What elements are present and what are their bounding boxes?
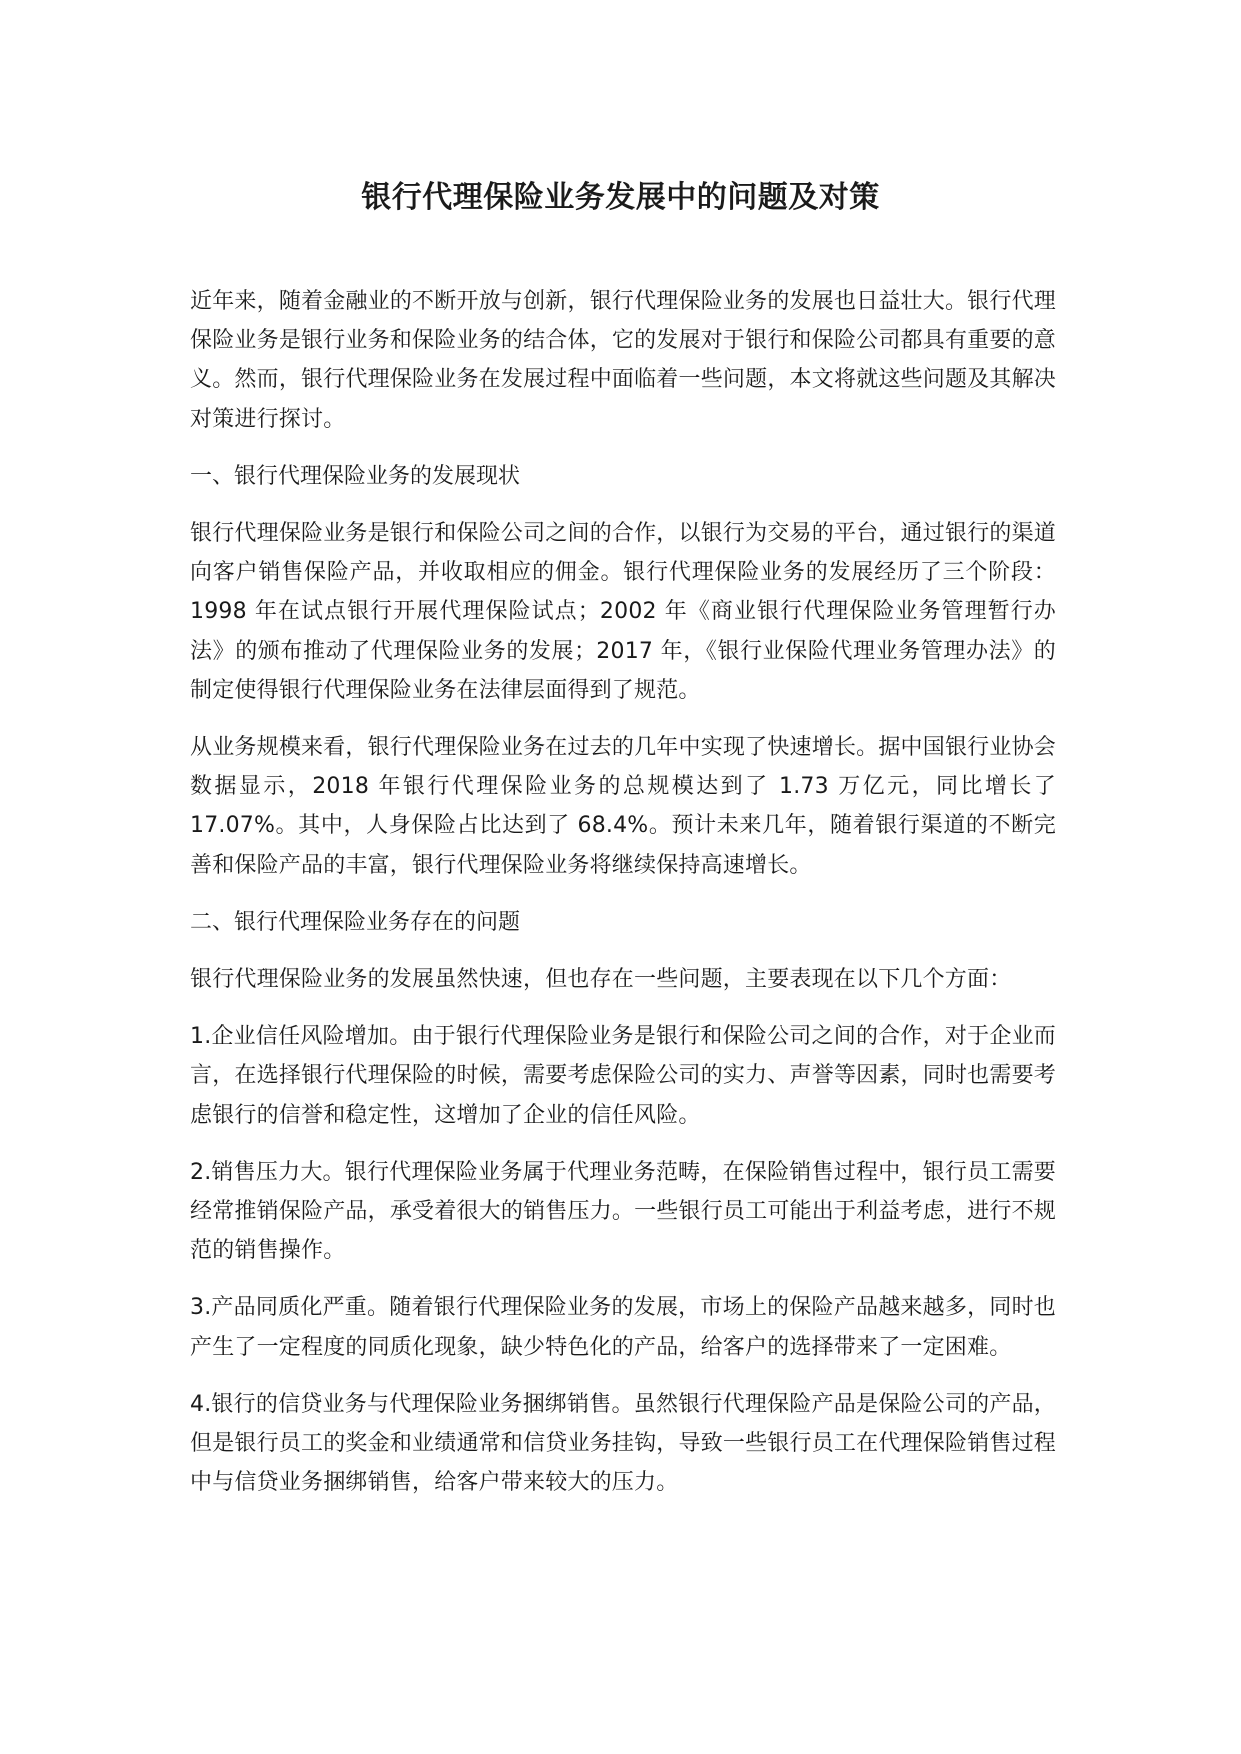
section-heading-status: 一、银行代理保险业务的发展现状: [190, 463, 521, 489]
paragraph-status-overview: 银行代理保险业务是银行和保险公司之间的合作，以银行为交易的平台，通过银行的渠道向客户销售保险产品，并收取相应的佣金。银行代理保险业务的发展经历了三个阶段：1998 年在试点银行开展代理保险试点；2002 年《商业银行代理保险业务管理暂行办法》的颁布推动了代理保险业务的发展；2017 年，《银行业保险代理业务管理办法》的制定使得银行代理保险业务在法律层面得到了规范。: [190, 521, 1056, 703]
paragraph-intro: 近年来，随着金融业的不断开放与创新，银行代理保险业务的发展也日益壮大。银行代理保险业务是银行业务和保险业务的结合体，它的发展对于银行和保险公司都具有重要的意义。然而，银行代理保险业务在发展过程中面临着一些问题，本文将就这些问题及其解决对策进行探讨。: [190, 289, 1056, 432]
document-title: 银行代理保险业务发展中的问题及对策: [361, 180, 880, 215]
paragraph-problem-1: 1.企业信任风险增加。由于银行代理保险业务是银行和保险公司之间的合作，对于企业而言，在选择银行代理保险的时候，需要考虑保险公司的实力、声誉等因素，同时也需要考虑银行的信誉和稳定性，这增加了企业的信任风险。: [190, 1024, 1056, 1128]
section-heading-problems: 二、银行代理保险业务存在的问题: [190, 909, 521, 935]
paragraph-problems-intro: 银行代理保险业务的发展虽然快速，但也存在一些问题，主要表现在以下几个方面：: [190, 967, 1012, 993]
paragraph-business-scale: 从业务规模来看，银行代理保险业务在过去的几年中实现了快速增长。据中国银行业协会数据显示，2018 年银行代理保险业务的总规模达到了 1.73 万亿元，同比增长了 17.07%。其中，人身保险占比达到了 68.4%。预计未来几年，随着银行渠道的不断完善和保险产品的丰富，银行代理保险业务将继续保持高速增长。: [190, 735, 1056, 878]
document-body: [190, 282, 1056, 1520]
paragraph-problem-3: 3.产品同质化严重。随着银行代理保险业务的发展，市场上的保险产品越来越多，同时也产生了一定程度的同质化现象，缺少特色化的产品，给客户的选择带来了一定困难。: [190, 1295, 1056, 1360]
paragraph-problem-2: 2.销售压力大。银行代理保险业务属于代理业务范畴，在保险销售过程中，银行员工需要经常推销保险产品，承受着很大的销售压力。一些银行员工可能出于利益考虑，进行不规范的销售操作。: [190, 1159, 1056, 1264]
paragraph-problem-4: 4.银行的信贷业务与代理保险业务捆绑销售。虽然银行代理保险产品是保险公司的产品，但是银行员工的奖金和业绩通常和信贷业务挂钩，导致一些银行员工在代理保险销售过程中与信贷业务捆绑销售，给客户带来较大的压力。: [190, 1391, 1056, 1496]
